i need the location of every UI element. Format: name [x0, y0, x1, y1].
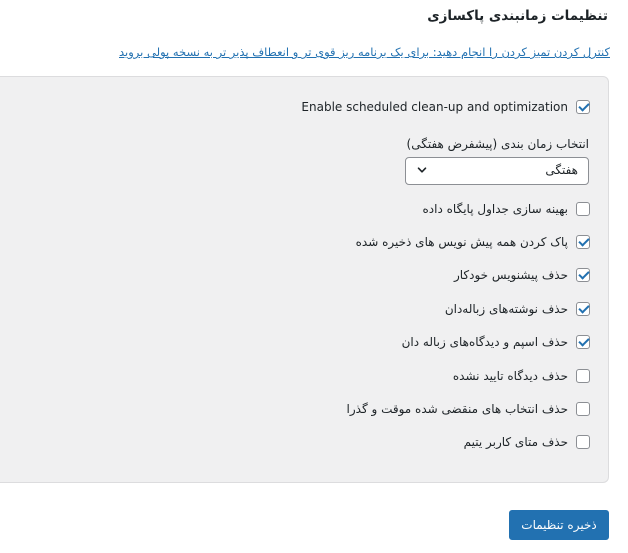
- option-label: پاک کردن همه پیش نویس های ذخیره شده: [355, 235, 568, 249]
- option-checkbox[interactable]: [576, 302, 590, 316]
- schedule-selected-value: هفتگی: [545, 163, 578, 177]
- upgrade-pro-link[interactable]: کنترل کردن تمیز کردن را انجام دهید: برای یک برنامه ریز قوی تر و انعطاف پذیر تر به نسخه پولی بروید: [119, 45, 610, 59]
- option-checkbox[interactable]: [576, 402, 590, 416]
- option-label: حذف دیدگاه تایید نشده: [452, 369, 568, 383]
- page-title: تنظیمات زمانبندی پاکسازی: [427, 8, 608, 24]
- enable-scheduled-row[interactable]: [301, 97, 590, 117]
- schedule-label: انتخاب زمان بندی (پیشفرض هفتگی): [406, 137, 589, 151]
- option-row[interactable]: [464, 432, 590, 452]
- schedule-select[interactable]: [405, 157, 589, 185]
- option-row[interactable]: [453, 366, 590, 386]
- option-row[interactable]: [356, 232, 590, 252]
- option-row[interactable]: [347, 399, 590, 419]
- chevron-down-icon: [416, 164, 428, 176]
- option-row[interactable]: [445, 299, 590, 319]
- option-checkbox[interactable]: [576, 268, 590, 282]
- option-checkbox[interactable]: [576, 369, 590, 383]
- option-row[interactable]: [402, 332, 590, 352]
- option-label: حذف اسپم و دیدگاه‌های زباله دان: [401, 335, 568, 349]
- enable-scheduled-label: Enable scheduled clean-up and optimization: [301, 100, 568, 114]
- option-row[interactable]: [454, 265, 590, 285]
- option-label: حذف متای کاربر یتیم: [463, 435, 568, 449]
- option-label: حذف انتخاب های منقضی شده موقت و گذرا: [346, 402, 568, 416]
- option-row[interactable]: [423, 199, 590, 219]
- option-checkbox[interactable]: [576, 435, 590, 449]
- option-label: بهینه سازی جداول پایگاه داده: [422, 202, 568, 216]
- settings-panel: [0, 76, 609, 483]
- option-checkbox[interactable]: [576, 202, 590, 216]
- option-checkbox[interactable]: [576, 235, 590, 249]
- option-label: حذف پیشنویس خودکار: [453, 268, 568, 282]
- option-label: حذف نوشته‌های زباله‌دان: [444, 302, 568, 316]
- enable-scheduled-checkbox[interactable]: [576, 100, 590, 114]
- save-settings-button[interactable]: ذخیره تنظیمات: [509, 510, 609, 540]
- option-checkbox[interactable]: [576, 335, 590, 349]
